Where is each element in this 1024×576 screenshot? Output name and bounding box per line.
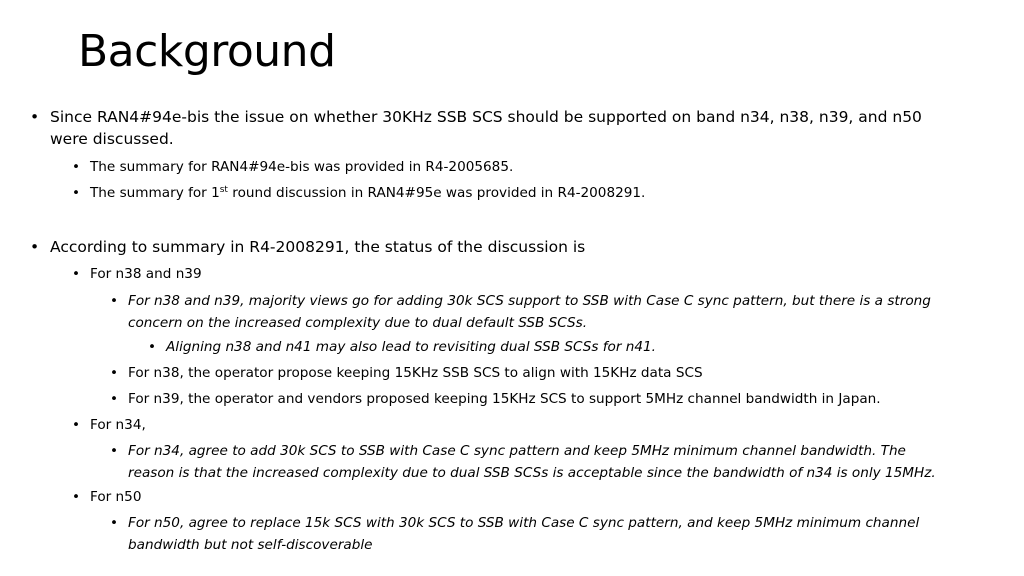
bullet-item-l3	[110, 512, 920, 556]
bullet-text: For n50	[90, 489, 142, 505]
bullet-text: Aligning n38 and n41 may also lead to revisiting dual SSB SCSs for n41.	[166, 339, 657, 355]
bullet-glyph: •	[72, 489, 81, 505]
bullet-item-l1	[30, 106, 922, 150]
bullet-glyph: •	[30, 108, 40, 126]
bullet-item-l1	[30, 236, 586, 258]
bullet-item-l3	[110, 388, 881, 410]
bullet-glyph: •	[72, 159, 81, 175]
bullet-item-l2	[72, 414, 146, 436]
bullet-glyph: •	[110, 365, 119, 381]
bullet-glyph: •	[110, 293, 119, 309]
bullet-item-l2	[72, 182, 646, 204]
bullet-glyph: •	[30, 238, 40, 256]
bullet-item-l2	[72, 263, 202, 285]
bullet-text-rest: round discussion in RAN4#95e was provided in R4-2008291.	[227, 185, 646, 201]
bullet-text: For n50, agree to replace 15k SCS with 30k SCS to SSB with Case C sync pattern, and keep 5MHz minimum channel	[128, 515, 920, 531]
bullet-text-continued: were discussed.	[50, 130, 174, 148]
bullet-text-continued: bandwidth but not self-discoverable	[128, 537, 373, 553]
bullet-glyph: •	[110, 443, 119, 459]
superscript: st	[219, 185, 228, 195]
bullet-text: According to summary in R4-2008291, the status of the discussion is	[50, 238, 586, 256]
bullet-glyph: •	[72, 266, 81, 282]
bullet-text: For n38 and n39, majority views go for adding 30k SCS support to SSB with Case C sync pattern, but there is a strong	[128, 293, 931, 309]
bullet-item-l2	[72, 486, 142, 508]
bullet-text: For n34, agree to add 30k SCS to SSB with Case C sync pattern and keep 5MHz minimum channel bandwidth. The	[128, 443, 906, 459]
bullet-glyph: •	[148, 339, 157, 355]
bullet-glyph: •	[110, 515, 119, 531]
bullet-item-l3	[110, 362, 703, 384]
bullet-item-l4	[148, 336, 657, 358]
bullet-item-l2	[72, 156, 514, 178]
bullet-glyph: •	[72, 185, 81, 201]
slide-title: Background	[78, 26, 336, 77]
bullet-item-l3	[110, 440, 936, 484]
bullet-glyph: •	[110, 391, 119, 407]
bullet-text: For n39, the operator and vendors proposed keeping 15KHz SCS to support 5MHz channel bandwidth in Japan.	[128, 391, 881, 407]
bullet-text: The summary for 1	[90, 185, 220, 201]
bullet-text: The summary for RAN4#94e-bis was provided in R4-2005685.	[90, 159, 514, 175]
bullet-text: For n38 and n39	[90, 266, 202, 282]
bullet-text-continued: concern on the increased complexity due to dual default SSB SCSs.	[128, 315, 588, 331]
bullet-item-l3	[110, 290, 931, 334]
bullet-text: For n38, the operator propose keeping 15KHz SSB SCS to align with 15KHz data SCS	[128, 365, 703, 381]
bullet-text: Since RAN4#94e-bis the issue on whether 30KHz SSB SCS should be supported on band n34, n38, n39, and n50	[50, 108, 922, 126]
bullet-glyph: •	[72, 417, 81, 433]
bullet-text-continued: reason is that the increased complexity due to dual SSB SCSs is acceptable since the bandwidth of n34 is only 15MHz.	[128, 465, 936, 481]
bullet-text: For n34,	[90, 417, 146, 433]
